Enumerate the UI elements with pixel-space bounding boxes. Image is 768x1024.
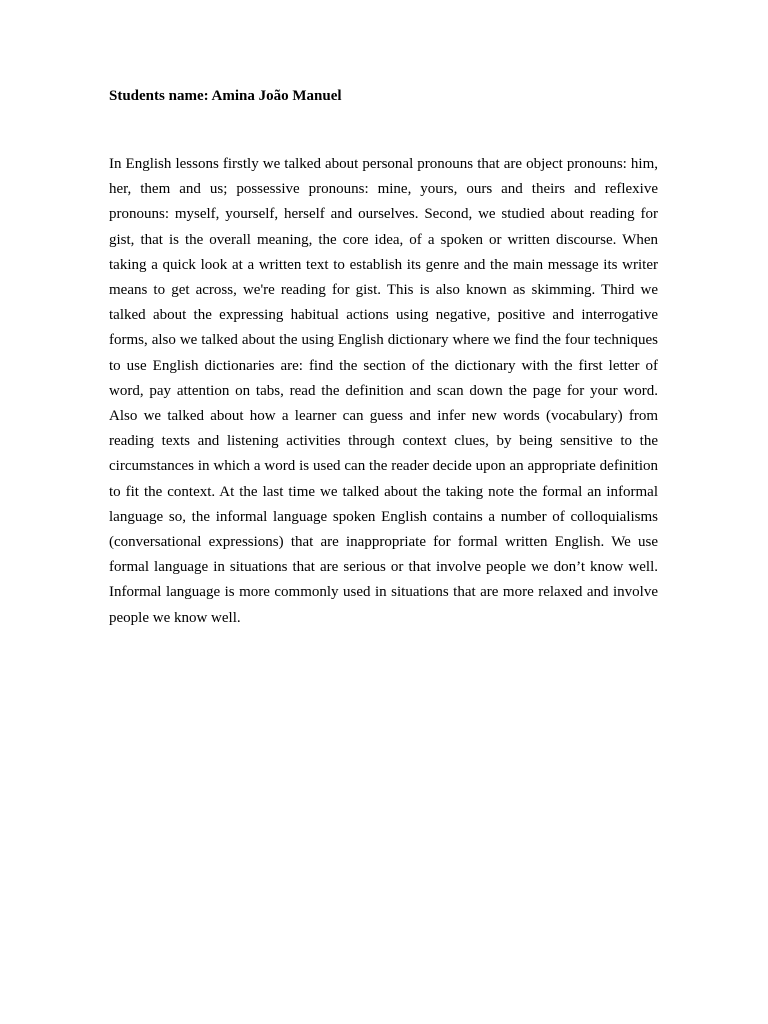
lesson-summary-paragraph: In English lessons firstly we talked about personal pronouns that are object pronouns: him, her, them and us; possessive pronouns: mine, yours, ours and theirs and reflexive pronouns: myself, yourself, herself and ourselves. Second, we studied about reading for gist, that is the overall meaning, the core idea, of a spoken or written discourse. When taking a quick look at a written text to establish its genre and the main message its writer means to get across, we're reading for gist. This is also known as skimming. Third we talked about the expressing habitual actions using negative, positive and interrogative forms, also we talked about the using English dictionary where we find the four techniques to use English dictionaries are: find the section of the dictionary with the first letter of word, pay attention on tabs, read the definition and scan down the page for your word. Also we talked about how a learner can guess and infer new words (vocabulary) from reading texts and listening activities through context clues, by being sensitive to the circumstances in which a word is used can the reader decide upon an appropriate definition to fit the context. At the last time we talked about the taking note the formal an informal language so, the informal language spoken English contains a number of colloquialisms (conversational expressions) that are inappropriate for formal written English. We use formal language in situations that are serious or that involve people we don’t know well. Informal language is more commonly used in situations that are more relaxed and involve people we know well. xyxy=(109,156,658,626)
student-name-heading: Students name: Amina João Manuel xyxy=(109,88,342,104)
